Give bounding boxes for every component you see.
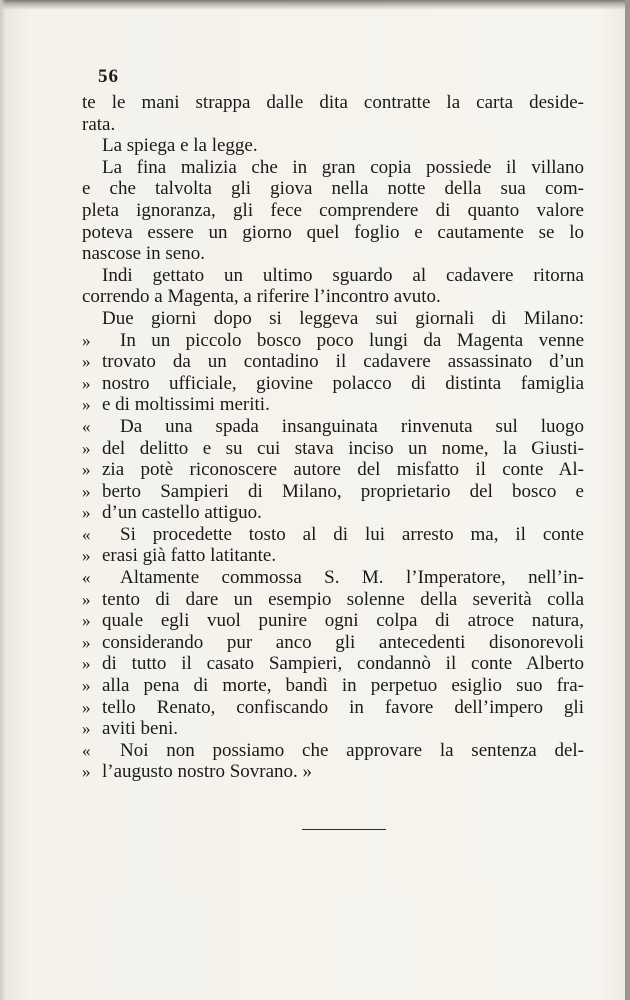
quote-mark: » <box>82 611 91 631</box>
text-line <box>82 243 584 265</box>
quote-mark: « <box>82 524 91 544</box>
line-text: trovato da un contadino il cadavere assassinato d’un <box>102 351 584 373</box>
line-text: aviti beni. <box>102 718 178 740</box>
line-text: nostro ufficiale, giovine polacco di distinta famiglia <box>102 372 584 394</box>
quote-mark: » <box>82 330 91 350</box>
line-text: alla pena di morte, bandì in perpetuo esiglio suo fra- <box>102 675 584 697</box>
line-text: zia potè riconoscere autore del misfatto il conte Al- <box>102 459 584 481</box>
quote-mark: » <box>82 438 91 458</box>
text-line <box>82 308 584 330</box>
text-line <box>82 373 584 395</box>
text-line <box>82 351 584 373</box>
line-text: di tutto il casato Sampieri, condannò il conte Alberto <box>102 653 584 675</box>
text-line <box>82 200 584 222</box>
text-line <box>82 632 584 654</box>
text-line <box>82 157 584 179</box>
quote-mark: « <box>82 568 91 588</box>
line-text: Altamente commossa S. M. l’Imperatore, nell’in- <box>120 567 584 589</box>
text-line <box>82 459 584 481</box>
quote-mark: » <box>82 632 91 652</box>
quote-mark: » <box>82 589 91 609</box>
line-text: Si procedette tosto al di lui arresto ma, il conte <box>120 523 584 545</box>
text-line <box>82 438 584 460</box>
line-text: rata. <box>82 113 116 135</box>
page-top-edge <box>0 0 630 10</box>
text-line <box>82 394 584 416</box>
text-line <box>82 502 584 524</box>
line-text: erasi già fatto latitante. <box>102 545 277 567</box>
line-text: nascose in seno. <box>82 243 205 265</box>
quote-mark: » <box>82 503 91 523</box>
text-line <box>82 697 584 719</box>
quote-mark: » <box>82 481 91 501</box>
text-line <box>82 286 584 308</box>
line-text: berto Sampieri di Milano, proprietario del bosco e <box>102 480 584 502</box>
text-line <box>82 718 584 740</box>
line-text: pleta ignoranza, gli fece comprendere di quanto valore <box>82 199 584 221</box>
line-text: Noi non possiamo che approvare la sentenza del- <box>120 739 584 761</box>
line-text: poteva essere un giorno quel foglio e cautamente se lo <box>82 221 584 243</box>
text-line <box>82 178 584 200</box>
line-text: tello Renato, confiscando in favore dell’impero gli <box>102 696 584 718</box>
text-line <box>82 330 584 352</box>
text-line <box>82 567 584 589</box>
text-line <box>82 114 584 136</box>
line-text: tento di dare un esempio solenne della severità colla <box>102 588 584 610</box>
quote-mark: » <box>82 373 91 393</box>
quote-mark: » <box>82 719 91 739</box>
line-text: La fina malizia che in gran copia possiede il villano <box>102 156 584 178</box>
line-text: l’augusto nostro Sovrano. » <box>102 761 313 783</box>
text-line <box>82 222 584 244</box>
text-line <box>82 524 584 546</box>
line-text: Indi gettato un ultimo sguardo al cadavere ritorna <box>102 264 584 286</box>
line-text: te le mani strappa dalle dita contratte la carta deside- <box>82 92 584 113</box>
text-line <box>82 481 584 503</box>
line-text: d’un castello attiguo. <box>102 502 262 524</box>
text-line <box>82 675 584 697</box>
quote-mark: » <box>82 654 91 674</box>
page-left-edge <box>0 0 6 1000</box>
quote-mark: » <box>82 395 91 415</box>
text-line <box>82 416 584 438</box>
quote-mark: » <box>82 460 91 480</box>
text-line <box>82 545 584 567</box>
line-text: La spiega e la legge. <box>102 135 258 157</box>
section-separator-rule <box>302 829 386 830</box>
page-number: 56 <box>98 66 119 87</box>
line-text: e di moltissimi meriti. <box>102 394 270 416</box>
quote-mark: « <box>82 740 91 760</box>
text-line <box>82 653 584 675</box>
text-line <box>82 610 584 632</box>
line-text: In un piccolo bosco poco lungi da Magenta venne <box>120 329 584 351</box>
line-text: correndo a Magenta, a riferire l’incontro avuto. <box>82 286 441 308</box>
line-text: del delitto e su cui stava inciso un nome, la Giusti- <box>102 437 584 459</box>
line-text: Da una spada insanguinata rinvenuta sul luogo <box>120 415 584 437</box>
text-line <box>82 92 584 114</box>
line-text: considerando pur anco gli antecedenti disonorevoli <box>102 631 584 653</box>
text-line <box>82 265 584 287</box>
line-text: quale egli vuol punire ogni colpa di atroce natura, <box>102 610 584 632</box>
quote-mark: » <box>82 676 91 696</box>
body-text <box>82 92 584 783</box>
page-right-edge <box>625 0 630 1000</box>
text-line <box>82 589 584 611</box>
line-text: e che talvolta gli giova nella notte della sua com- <box>82 178 584 200</box>
line-text: Due giorni dopo si leggeva sui giornali di Milano: <box>102 307 584 329</box>
quote-mark: » <box>82 352 91 372</box>
quote-mark: » <box>82 697 91 717</box>
quote-mark: « <box>82 416 91 436</box>
text-line <box>82 135 584 157</box>
text-line <box>82 740 584 762</box>
quote-mark: » <box>82 762 91 782</box>
text-line <box>82 761 584 783</box>
quote-mark: » <box>82 546 91 566</box>
